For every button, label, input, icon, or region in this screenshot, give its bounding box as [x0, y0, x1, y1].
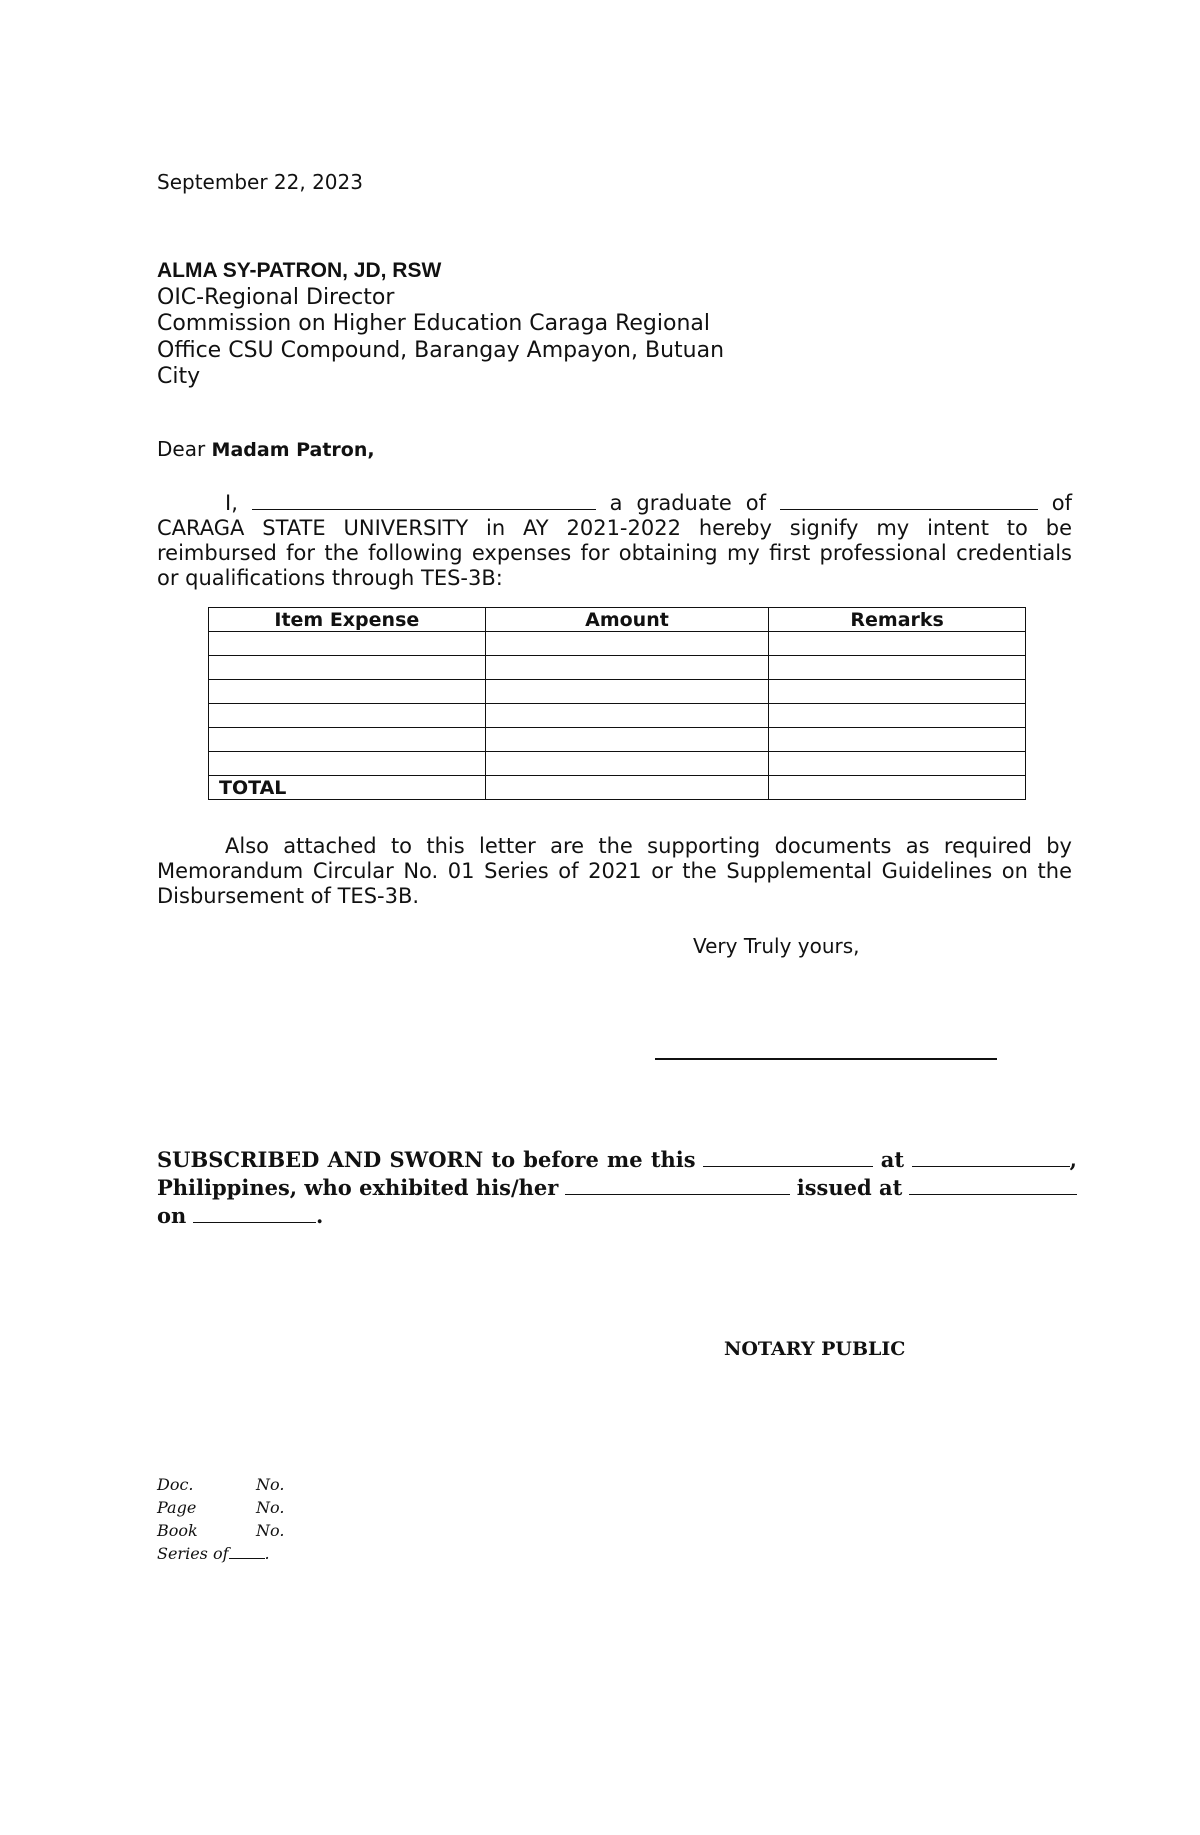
table-cell[interactable]: [209, 656, 486, 680]
table-cell[interactable]: [209, 632, 486, 656]
ledger-series-label: Series of: [157, 1544, 229, 1563]
graduate-name-blank[interactable]: [252, 491, 596, 510]
body-paragraph-1: [157, 491, 1072, 591]
table-cell[interactable]: [769, 656, 1026, 680]
letter-date: September 22, 2023: [157, 170, 363, 194]
body2-text: Also attached to this letter are the supporting documents as required by Memorandum Circular No. 01 Series of 2021 or the Supplemental Guidelines on the Disbursement of TES-3B.: [157, 834, 1072, 908]
table-cell[interactable]: [485, 632, 769, 656]
jurat-part4: issued at: [796, 1175, 903, 1200]
table-cell[interactable]: [769, 632, 1026, 656]
jurat-id-blank[interactable]: [565, 1176, 790, 1195]
table-cell[interactable]: [769, 728, 1026, 752]
table-cell[interactable]: [485, 656, 769, 680]
table-cell[interactable]: [769, 704, 1026, 728]
table-row: [209, 704, 1026, 728]
table-cell[interactable]: [209, 728, 486, 752]
table-cell[interactable]: [485, 680, 769, 704]
table-cell[interactable]: [485, 728, 769, 752]
expense-table: [208, 607, 1026, 800]
body1-part3: of CARAGA STATE UNIVERSITY in AY 2021-2022 hereby signify my intent to be reimbursed for the following expenses for obtaining my first professional credentials or qualifications through TES-3B:: [157, 491, 1072, 590]
total-amount-cell[interactable]: [485, 776, 769, 800]
table-cell[interactable]: [769, 752, 1026, 776]
table-cell[interactable]: [485, 752, 769, 776]
salutation-name: Madam Patron,: [211, 439, 375, 461]
ledger-page-label: Page: [157, 1498, 197, 1517]
recipient-address-line3: City: [157, 364, 201, 389]
total-label: TOTAL: [209, 776, 486, 800]
table-row: [209, 752, 1026, 776]
jurat-part5: on: [157, 1203, 187, 1228]
ledger-no-label: No.: [256, 1475, 285, 1494]
ledger-no-label: No.: [256, 1498, 285, 1517]
notarial-ledger: Doc. No. Page No. Book No. Series of .: [157, 1475, 285, 1563]
total-remarks-cell[interactable]: [769, 776, 1026, 800]
ledger-no-label: No.: [256, 1521, 285, 1540]
header-amount: Amount: [485, 608, 769, 632]
table-cell[interactable]: [769, 680, 1026, 704]
table-cell[interactable]: [209, 680, 486, 704]
jurat-place-blank[interactable]: [912, 1148, 1070, 1167]
program-blank[interactable]: [780, 491, 1038, 510]
table-cell[interactable]: [209, 704, 486, 728]
header-item-expense: Item Expense: [209, 608, 486, 632]
table-row: [209, 632, 1026, 656]
jurat-part3: Philippines, who exhibited his/her: [157, 1175, 559, 1200]
jurat-issued-at-blank[interactable]: [909, 1176, 1077, 1195]
salutation: [157, 437, 375, 461]
jurat-paragraph: SUBSCRIBED AND SWORN to before me this at , Philippines, who exhibited his/her issued at on .: [157, 1147, 1077, 1228]
table-row: [209, 680, 1026, 704]
salutation-prefix: Dear: [157, 437, 206, 461]
ledger-series-blank[interactable]: [229, 1544, 265, 1559]
recipient-address-line1: Commission on Higher Education Caraga Regional: [157, 311, 710, 336]
ledger-doc-label: Doc.: [157, 1475, 194, 1494]
body1-part2: a graduate of: [609, 491, 766, 515]
table-cell[interactable]: [209, 752, 486, 776]
body1-part1: I,: [225, 491, 238, 515]
ledger-book-label: Book: [157, 1521, 198, 1540]
body-paragraph-2: [157, 834, 1072, 909]
header-remarks: Remarks: [769, 608, 1026, 632]
recipient-address-line2: Office CSU Compound, Barangay Ampayon, Butuan: [157, 337, 725, 363]
signature-line[interactable]: [655, 1058, 997, 1060]
recipient-title: OIC-Regional Director: [157, 284, 395, 310]
recipient-block: [157, 258, 724, 391]
table-header-row: [209, 608, 1026, 632]
jurat-part2: at: [880, 1147, 905, 1172]
table-row: [209, 656, 1026, 680]
jurat-issued-on-blank[interactable]: [193, 1204, 316, 1223]
closing: Very Truly yours,: [693, 934, 860, 958]
jurat-date-blank[interactable]: [703, 1148, 873, 1167]
table-row: [209, 728, 1026, 752]
jurat-part1: SUBSCRIBED AND SWORN to before me this: [157, 1147, 696, 1172]
recipient-name: ALMA SY-PATRON, JD, RSW: [157, 259, 442, 282]
table-total-row: [209, 776, 1026, 800]
notary-public-label: NOTARY PUBLIC: [724, 1338, 906, 1360]
table-cell[interactable]: [485, 704, 769, 728]
